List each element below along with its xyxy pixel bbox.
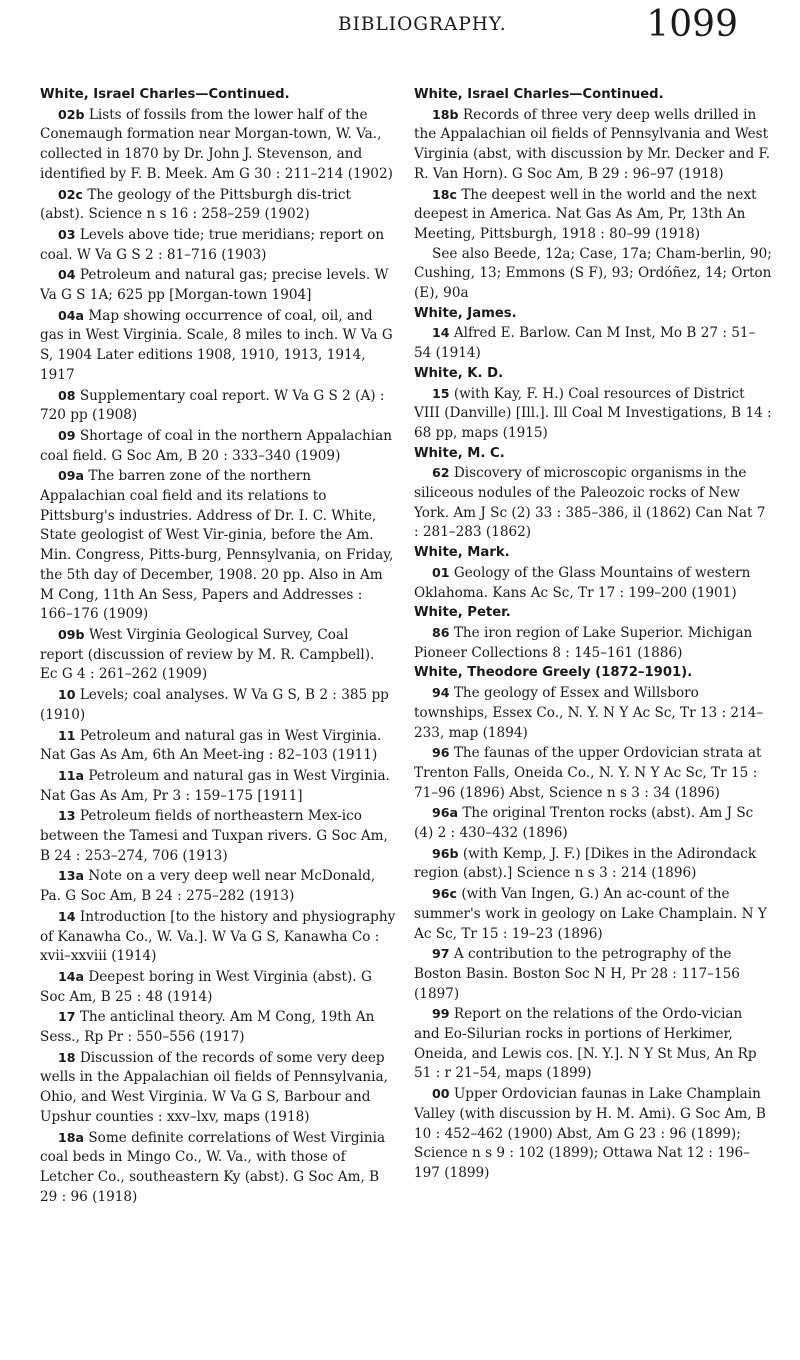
author-name: White, Israel Charles—Continued.: [414, 87, 664, 102]
bibliography-entry: [40, 386, 396, 426]
entry-code: 13a: [58, 868, 85, 884]
bibliography-entry: [40, 105, 396, 185]
author-heading: [414, 603, 772, 623]
entry-text: (with Van Ingen, G.) An ac-count of the summer's work in geology on Lake Champlain. N Y Ac Sc, Tr 15 : 19–23 (1896): [414, 886, 767, 942]
author-heading: [414, 85, 772, 105]
left-column: [40, 85, 396, 1207]
entry-text: Deepest boring in West Virginia (abst). G Soc Am, B 25 : 48 (1914): [40, 968, 372, 1005]
entry-text: Map showing occurrence of coal, oil, and gas in West Virginia. Scale, 8 miles to inch. W Va G S, 1904 Later editions 1908, 1910, 1913, 1914, 1917: [40, 307, 393, 383]
entry-code: 11a: [58, 767, 85, 783]
entry-text: Levels; coal analyses. W Va G S, B 2 : 385 pp (1910): [40, 687, 389, 723]
entry-code: 96: [432, 745, 450, 761]
entry-code: 10: [58, 687, 76, 703]
entry-code: 14: [58, 908, 76, 924]
bibliography-entry: [40, 625, 396, 685]
bibliography-entry: [414, 323, 772, 363]
bibliography-entry: [414, 844, 772, 884]
entry-code: 15: [432, 385, 450, 401]
entry-code: 96c: [432, 886, 457, 902]
entry-text: The deepest well in the world and the next deepest in America. Nat Gas As Am, Pr, 13th An Meeting, Pittsburgh, 1918 : 80–99 (1918): [414, 186, 757, 242]
entry-code: 11: [58, 727, 76, 743]
bibliography-entry: [414, 1084, 772, 1184]
entry-code: 17: [58, 1009, 76, 1025]
bibliography-entry: [40, 907, 396, 967]
entry-code: 04: [58, 267, 76, 283]
entry-code: 94: [432, 685, 450, 701]
note-text: See also Beede, 12a; Case, 17a; Cham-berlin, 90; Cushing, 13; Emmons (S F), 93; Ordóñez, 14; Orton (E), 90a: [414, 245, 772, 302]
bibliography-entry: [40, 306, 396, 386]
bibliography-entry: [40, 185, 396, 225]
entry-text: Levels above tide; true meridians; report on coal. W Va G S 2 : 81–716 (1903): [40, 226, 385, 263]
entry-text: Shortage of coal in the northern Appalachian coal field. G Soc Am, B 20 : 333–340 (1909): [40, 427, 392, 464]
entry-text: Upper Ordovician faunas in Lake Champlain Valley (with discussion by H. M. Ami). G Soc Am, B 10 : 452–462 (1900) Abst, Am G 23 : 96 (1899); Science n s 9 : 102 (1899); Ottawa Nat 12 : 196–197 (1899): [414, 1086, 766, 1181]
author-name: White, James.: [414, 305, 517, 321]
entry-code: 96b: [432, 845, 459, 861]
entry-code: 09a: [58, 468, 85, 484]
bibliography-entry: [40, 866, 396, 906]
entry-text: Discovery of microscopic organisms in the siliceous nodules of the Paleozoic rocks of New York. Am J Sc (2) 33 : 385–386, il (1862) Can Nat 7 : 281–283 (1862): [414, 465, 766, 541]
bibliography-entry: [414, 884, 772, 944]
bibliography-entry: [40, 426, 396, 466]
running-title: BIBLIOGRAPHY.: [338, 14, 507, 35]
bibliography-entry: [414, 463, 772, 543]
bibliography-entry: [414, 384, 772, 444]
bibliography-entry: [40, 265, 396, 305]
bibliography-entry: [40, 967, 396, 1007]
entry-code: 86: [432, 624, 450, 640]
bibliography-entry: [414, 185, 772, 245]
bibliography-entry: [40, 1007, 396, 1047]
entry-text: West Virginia Geological Survey, Coal report (discussion of review by M. R. Campbell). Ec G 4 : 261–262 (1909): [40, 626, 375, 683]
right-column: [414, 85, 772, 1184]
entry-code: 14: [432, 325, 450, 341]
entry-text: Discussion of the records of some very deep wells in the Appalachian oil fields of Pennsylvania, Ohio, and West Virginia. W Va G S, Barbour and Upshur counties : xxv–lxv, maps (1918): [40, 1049, 388, 1125]
author-heading: [414, 663, 772, 683]
entry-text: Supplementary coal report. W Va G S 2 (A) : 720 pp (1908): [40, 387, 385, 424]
entry-text: Records of three very deep wells drilled in the Appalachian oil fields of Pennsylvania and West Virginia (abst, with discussion by Mr. Decker and F. R. Van Horn). G Soc Am, B 29 : 96–97 (1918): [414, 106, 771, 182]
bibliography-entry: [414, 1004, 772, 1084]
entry-code: 18c: [432, 186, 457, 202]
entry-code: 97: [432, 946, 450, 962]
author-name: White, Peter.: [414, 605, 511, 621]
entry-code: 96a: [432, 805, 459, 821]
entry-text: The barren zone of the northern Appalachian coal field and its relations to Pittsburg's industries. Address of Dr. I. C. White, State geologist of West Vir-ginia, before the Am. Min. Congress, Pitts-burg, Pennsylvania, on Friday, the 5th day of December, 1908. 20 pp. Also in Am M Cong, 11th An Sess, Papers and Addresses : 166–176 (1909): [40, 468, 394, 623]
entry-text: The anticlinal theory. Am M Cong, 19th An Sess., Rp Pr : 550–556 (1917): [40, 1009, 375, 1046]
entry-code: 02c: [58, 186, 83, 202]
entry-text: Petroleum and natural gas; precise levels. W Va G S 1A; 625 pp [Morgan-town 1904]: [40, 267, 389, 304]
author-name: White, Israel Charles—Continued.: [40, 87, 290, 102]
bibliography-entry: [40, 1048, 396, 1128]
page-header: [0, 0, 800, 62]
entry-code: 09b: [58, 626, 85, 642]
entry-text: A contribution to the petrography of the Boston Basin. Boston Soc N H, Pr 28 : 117–156 (1897): [414, 946, 740, 1002]
entry-code: 62: [432, 465, 450, 481]
entry-code: 08: [58, 387, 76, 403]
bibliography-entry: [40, 225, 396, 265]
entry-code: 18: [58, 1049, 76, 1065]
bibliography-entry: [414, 105, 772, 185]
author-heading: [414, 444, 772, 464]
entry-code: 02b: [58, 106, 85, 122]
entry-text: Some definite correlations of West Virginia coal beds in Mingo Co., W. Va., with those of Letcher Co., southeastern Ky (abst). G Soc Am, B 29 : 96 (1918): [40, 1129, 386, 1205]
bibliography-entry: [414, 944, 772, 1004]
entry-code: 00: [432, 1086, 450, 1102]
bibliography-entry: [40, 726, 396, 766]
entry-code: 14a: [58, 968, 85, 984]
author-name: White, Mark.: [414, 545, 510, 561]
entry-text: The faunas of the upper Ordovician strata at Trenton Falls, Oneida Co., N. Y. N Y Ac Sc, Tr 15 : 71–96 (1896) Abst, Science n s 3 : 34 (1896): [414, 745, 762, 801]
author-heading: [414, 364, 772, 384]
bibliography-entry: [40, 466, 396, 625]
entry-text: Alfred E. Barlow. Can M Inst, Mo B 27 : 51–54 (1914): [414, 325, 756, 362]
entry-text: The geology of Essex and Willsboro townships, Essex Co., N. Y. N Y Ac Sc, Tr 13 : 214–233, map (1894): [414, 685, 764, 741]
see-also-note: [414, 245, 772, 304]
entry-text: Petroleum fields of northeastern Mex-ico between the Tamesi and Tuxpan rivers. G Soc Am, B 24 : 253–274, 706 (1913): [40, 808, 388, 864]
entry-text: Note on a very deep well near McDonald, Pa. G Soc Am, B 24 : 275–282 (1913): [40, 868, 376, 905]
bibliography-entry: [40, 766, 396, 806]
entry-text: Report on the relations of the Ordo-vician and Eo-Silurian rocks in portions of Herkimer, Oneida, and Lewis cos. [N. Y.]. N Y St Mus, An Rp 51 : r 21–54, maps (1899): [414, 1006, 757, 1082]
entry-code: 13: [58, 808, 76, 824]
bibliography-entry: [40, 1128, 396, 1208]
entry-text: Introduction [to the history and physiography of Kanawha Co., W. Va.]. W Va G S, Kanawha Co : xvii–xxviii (1914): [40, 908, 396, 965]
bibliography-entry: [40, 806, 396, 866]
entry-code: 03: [58, 226, 76, 242]
entry-text: Petroleum and natural gas in West Virginia. Nat Gas As Am, Pr 3 : 159–175 [1911]: [40, 767, 390, 804]
entry-code: 18a: [58, 1129, 85, 1145]
bibliography-entry: [414, 743, 772, 803]
entry-text: The iron region of Lake Superior. Michigan Pioneer Collections 8 : 145–161 (1886): [414, 624, 753, 661]
author-heading: [414, 304, 772, 324]
bibliography-entry: [414, 623, 772, 663]
bibliography-entry: [414, 803, 772, 843]
author-name: White, K. D.: [414, 365, 504, 381]
entry-text: The geology of the Pittsburgh dis-trict (abst). Science n s 16 : 258–259 (1902): [40, 186, 351, 223]
page-number: 1099: [646, 4, 738, 45]
entry-code: 18b: [432, 106, 459, 122]
entry-code: 04a: [58, 307, 85, 323]
author-heading: [40, 85, 396, 105]
author-name: White, Theodore Greely (1872–1901).: [414, 665, 693, 681]
entry-text: Petroleum and natural gas in West Virginia. Nat Gas As Am, 6th An Meet-ing : 82–103 (1911): [40, 727, 382, 764]
author-heading: [414, 543, 772, 563]
author-name: White, M. C.: [414, 445, 505, 461]
entry-code: 99: [432, 1006, 450, 1022]
entry-code: 01: [432, 564, 450, 580]
entry-code: 09: [58, 427, 76, 443]
entry-text: Lists of fossils from the lower half of the Conemaugh formation near Morgan-town, W. Va., collected in 1870 by Dr. John J. Stevenson, and identified by F. B. Meek. Am G 30 : 211–214 (1902): [40, 106, 393, 182]
bibliography-entry: [414, 563, 772, 603]
bibliography-entry: [414, 683, 772, 743]
bibliography-entry: [40, 685, 396, 725]
entry-text: (with Kemp, J. F.) [Dikes in the Adirondack region (abst).] Science n s 3 : 214 (1896): [414, 845, 757, 882]
entry-text: (with Kay, F. H.) Coal resources of District VIII (Danville) [Ill.]. Ill Coal M Investigations, B 14 : 68 pp, maps (1915): [414, 385, 772, 441]
entry-text: Geology of the Glass Mountains of western Oklahoma. Kans Ac Sc, Tr 17 : 199–200 (1901): [414, 564, 751, 601]
entry-text: The original Trenton rocks (abst). Am J Sc (4) 2 : 430–432 (1896): [414, 805, 754, 842]
